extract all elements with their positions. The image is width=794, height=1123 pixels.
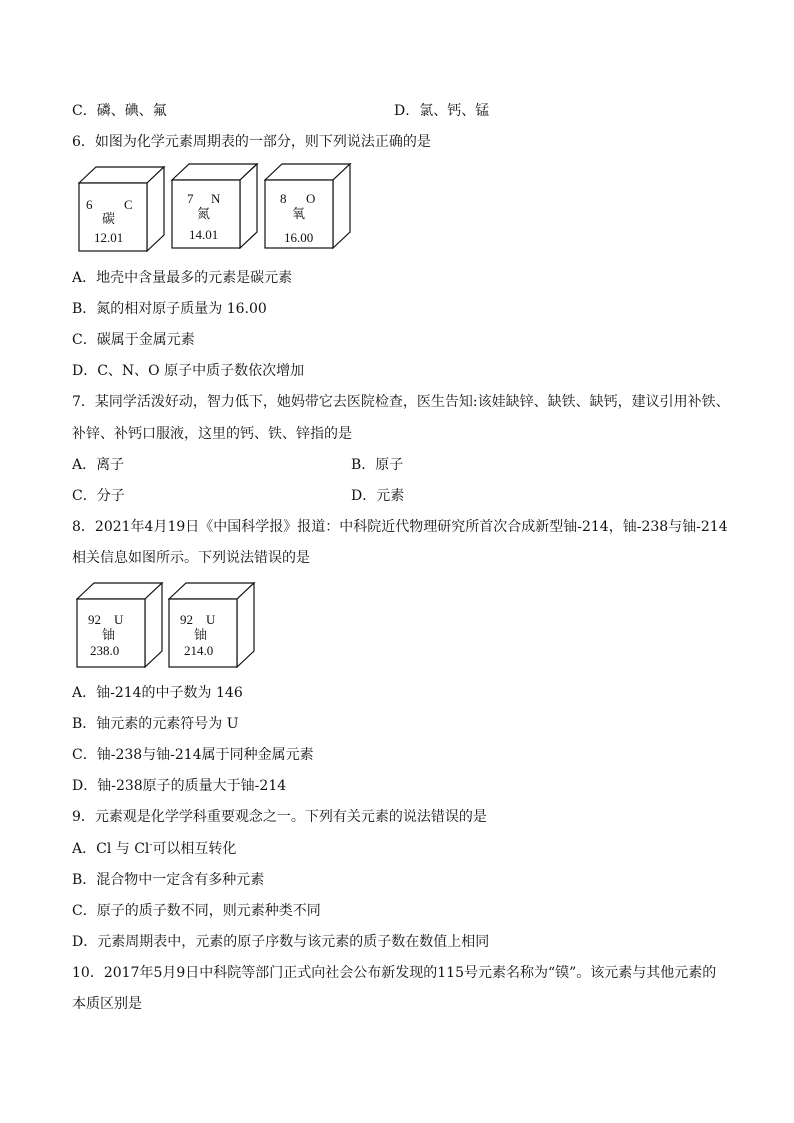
- q9-option-b: B．混合物中一定含有多种元素: [72, 872, 265, 888]
- q6-option-b: B．氮的相对原子质量为 16.00: [72, 301, 267, 317]
- element-cell-uranium-238: [76, 582, 164, 668]
- element-cell-uranium-214: [168, 582, 256, 668]
- element-name: 氮: [197, 206, 211, 221]
- atomic-number: 8: [280, 191, 287, 206]
- element-cell-carbon: [78, 166, 166, 252]
- element-cell-nitrogen: [171, 163, 259, 249]
- q6-stem: 6．如图为化学元素周期表的一部分，则下列说法正确的是: [72, 134, 431, 150]
- q7-option-b: B．原子: [351, 457, 404, 473]
- element-symbol: U: [206, 612, 216, 627]
- q8-option-c: C．铀-238与铀-214属于同种金属元素: [72, 747, 314, 763]
- q5-option-d: D．氯、钙、锰: [394, 103, 490, 119]
- atomic-mass: 238.0: [90, 643, 120, 658]
- q9-option-a: [72, 839, 236, 859]
- q7-option-a: A．离子: [72, 457, 125, 473]
- q5-option-c: C．磷、碘、氟: [72, 103, 167, 119]
- atomic-number: 92: [88, 612, 101, 627]
- q9-option-a-rest: 可以相互转化: [152, 841, 237, 857]
- q8-stem-line2: 相关信息如图所示。下列说法错误的是: [72, 550, 310, 566]
- q10-stem-line1: 10．2017年5月9日中科院等部门正式向社会公布新发现的115号元素名称为“镆”。该元素与其他元素的: [72, 965, 717, 981]
- q9-stem: 9．元素观是化学学科重要观念之一。下列有关元素的说法错误的是: [72, 809, 487, 825]
- element-name: 氧: [292, 206, 306, 221]
- q9-option-a-text: A．Cl 与 Cl: [72, 841, 150, 857]
- atomic-number: 7: [187, 191, 194, 206]
- q8-stem-line1: 8．2021年4月19日《中国科学报》报道：中科院近代物理研究所首次合成新型铀-214，铀-238与铀-214: [72, 519, 728, 535]
- q6-option-a: A．地壳中含量最多的元素是碳元素: [72, 270, 293, 286]
- q7-stem-line1: 7．某同学活泼好动，智力低下，她妈带它去医院检查，医生告知:该娃缺锌、缺铁、缺钙，建议引用补铁、: [72, 394, 730, 410]
- atomic-number: 92: [180, 612, 193, 627]
- q9-option-c: C．原子的质子数不同，则元素种类不同: [72, 903, 321, 919]
- q10-stem-line2: 本质区别是: [72, 996, 142, 1012]
- q8-option-a: A．铀-214的中子数为 146: [72, 685, 243, 701]
- atomic-mass: 214.0: [184, 643, 214, 658]
- element-name: 碳: [102, 211, 116, 226]
- atomic-mass: 14.01: [189, 227, 219, 242]
- q7-option-d: D．元素: [351, 488, 405, 504]
- q9-option-d: D．元素周期表中，元素的原子序数与该元素的质子数在数值上相同: [72, 934, 490, 950]
- q8-option-d: D．铀-238原子的质量大于铀-214: [72, 778, 287, 794]
- ion-charge-superscript: -: [149, 840, 153, 851]
- atomic-mass: 16.00: [284, 230, 314, 245]
- q7-stem-line2: 补锌、补钙口服液，这里的钙、铁、锌指的是: [72, 426, 352, 442]
- element-symbol: C: [124, 197, 133, 212]
- element-symbol: N: [211, 191, 221, 206]
- element-symbol: O: [306, 191, 316, 206]
- q6-option-c: C．碳属于金属元素: [72, 332, 195, 348]
- q6-option-d: D．C、N、O 原子中质子数依次增加: [72, 363, 305, 379]
- atomic-mass: 12.01: [94, 230, 124, 245]
- element-name: 铀: [194, 627, 208, 642]
- element-symbol: U: [114, 612, 124, 627]
- atomic-number: 6: [86, 197, 93, 212]
- q8-option-b: B．铀元素的元素符号为 U: [72, 716, 239, 732]
- q7-option-c: C．分子: [72, 488, 125, 504]
- element-name: 铀: [102, 627, 116, 642]
- element-cell-oxygen: [264, 163, 352, 249]
